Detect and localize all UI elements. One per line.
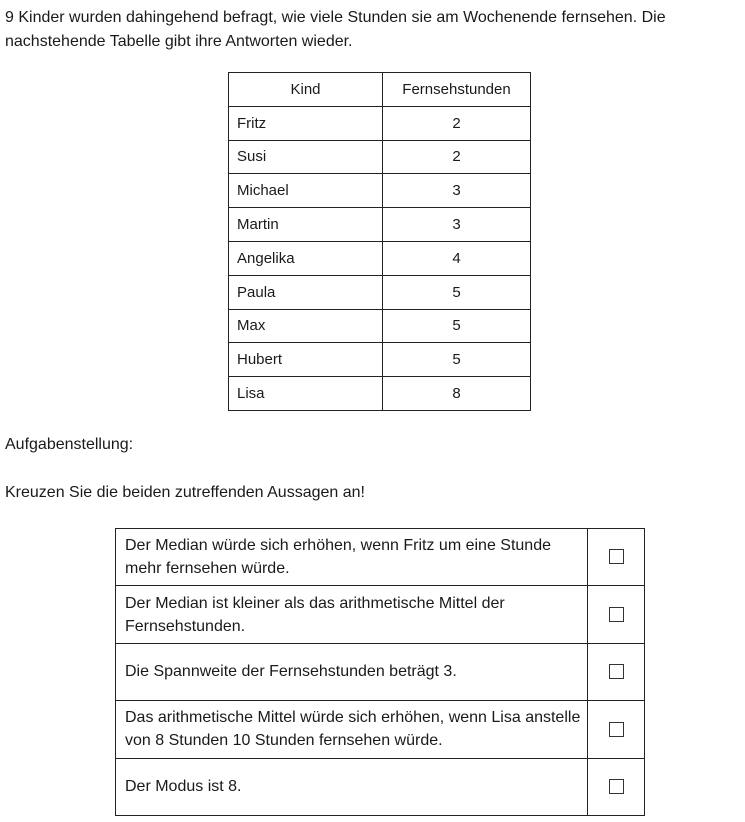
tv-hours: 5 bbox=[383, 275, 531, 309]
table-row bbox=[229, 309, 531, 343]
tv-hours: 8 bbox=[383, 377, 531, 411]
answer-option-row bbox=[116, 529, 645, 586]
table-row bbox=[229, 208, 531, 242]
tv-hours: 4 bbox=[383, 241, 531, 275]
column-header-kind: Kind bbox=[229, 73, 383, 107]
table-row bbox=[229, 343, 531, 377]
answer-option-text: Der Median würde sich erhöhen, wenn Fritz um eine Stunde mehr fernsehen würde. bbox=[116, 529, 588, 586]
answer-option-row bbox=[116, 701, 645, 758]
answer-options-table bbox=[115, 528, 645, 816]
child-name: Hubert bbox=[229, 343, 383, 377]
child-name: Max bbox=[229, 309, 383, 343]
child-name: Angelika bbox=[229, 241, 383, 275]
answer-option-row bbox=[116, 643, 645, 700]
table-row bbox=[229, 174, 531, 208]
task-instruction: Kreuzen Sie die beiden zutreffenden Aussagen an! bbox=[5, 484, 365, 501]
task-heading: Aufgabenstellung: bbox=[5, 436, 134, 453]
child-name: Lisa bbox=[229, 377, 383, 411]
intro-text: 9 Kinder wurden dahingehend befragt, wie viele Stunden sie am Wochenende fernsehen. Die nachstehende Tabelle gibt ihre Antworten wieder. bbox=[5, 9, 666, 50]
table-row bbox=[229, 241, 531, 275]
answer-option-text: Die Spannweite der Fernsehstunden beträgt 3. bbox=[116, 643, 588, 700]
tv-hours: 2 bbox=[383, 106, 531, 140]
table-header-row bbox=[229, 73, 531, 107]
answer-checkbox[interactable] bbox=[609, 664, 624, 679]
tv-hours: 2 bbox=[383, 140, 531, 174]
answer-checkbox[interactable] bbox=[609, 779, 624, 794]
child-name: Martin bbox=[229, 208, 383, 242]
answer-option-cell bbox=[588, 586, 645, 643]
answer-option-text: Der Median ist kleiner als das arithmetische Mittel der Fernsehstunden. bbox=[116, 586, 588, 643]
table-row bbox=[229, 106, 531, 140]
answer-checkbox[interactable] bbox=[609, 722, 624, 737]
table-row bbox=[229, 140, 531, 174]
child-name: Paula bbox=[229, 275, 383, 309]
tv-hours-table bbox=[228, 72, 531, 411]
child-name: Fritz bbox=[229, 106, 383, 140]
answer-option-cell bbox=[588, 643, 645, 700]
answer-option-text: Das arithmetische Mittel würde sich erhöhen, wenn Lisa anstelle von 8 Stunden 10 Stunden fernsehen würde. bbox=[116, 701, 588, 758]
column-header-hours: Fernsehstunden bbox=[383, 73, 531, 107]
tv-hours: 3 bbox=[383, 174, 531, 208]
answer-checkbox[interactable] bbox=[609, 607, 624, 622]
answer-option-row bbox=[116, 758, 645, 815]
answer-option-text: Der Modus ist 8. bbox=[116, 758, 588, 815]
answer-option-cell bbox=[588, 701, 645, 758]
child-name: Susi bbox=[229, 140, 383, 174]
table-row bbox=[229, 377, 531, 411]
answer-checkbox[interactable] bbox=[609, 549, 624, 564]
answer-option-cell bbox=[588, 758, 645, 815]
child-name: Michael bbox=[229, 174, 383, 208]
answer-option-row bbox=[116, 586, 645, 643]
answer-option-cell bbox=[588, 529, 645, 586]
tv-hours: 5 bbox=[383, 309, 531, 343]
table-row bbox=[229, 275, 531, 309]
tv-hours: 5 bbox=[383, 343, 531, 377]
tv-hours: 3 bbox=[383, 208, 531, 242]
